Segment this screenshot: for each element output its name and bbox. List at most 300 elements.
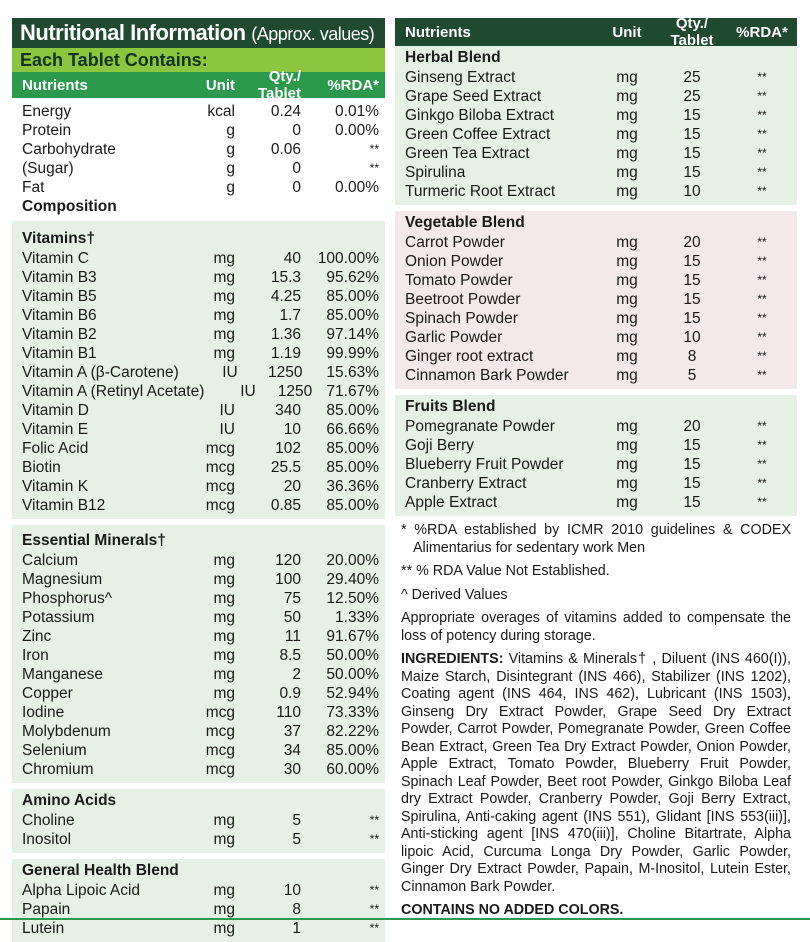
table-row (12, 881, 385, 900)
nutrient-name: Green Tea Extract (405, 145, 530, 162)
nutrient-qty: 50 (283, 609, 301, 626)
table-row (12, 439, 385, 458)
nutrient-rda: 60.00% (326, 761, 379, 778)
nutrient-unit: mg (213, 920, 235, 937)
nutrient-unit: mcg (205, 761, 235, 778)
nutrient-unit: mg (616, 291, 638, 308)
nutrient-qty: 0 (292, 179, 301, 196)
bottom-rule (0, 918, 810, 920)
table-row (12, 420, 385, 439)
nutrient-qty: 8 (687, 348, 697, 365)
nutrient-unit: g (226, 160, 235, 177)
nutrient-rda: 100.00% (317, 250, 379, 267)
nutrient-qty: 15 (683, 145, 701, 162)
nutrient-qty: 37 (283, 723, 301, 740)
table-row (12, 140, 385, 159)
vitamins-label: Vitamins† (22, 230, 95, 247)
nutrient-unit: mg (213, 882, 235, 899)
ghb-rows (12, 881, 385, 938)
nutrient-qty: 15 (683, 272, 701, 289)
nutrient-unit: mg (616, 164, 638, 181)
table-row (12, 811, 385, 830)
nutrient-qty: 40 (283, 250, 301, 267)
nutrient-qty: 0 (292, 122, 301, 139)
nutrient-unit: mg (213, 326, 235, 343)
table-row (12, 570, 385, 589)
table-row (12, 760, 385, 779)
nutrient-name: Fat (22, 179, 45, 196)
nutrient-qty: 8 (292, 901, 301, 918)
nutrient-rda: ** (757, 368, 767, 382)
nutrient-unit: mg (616, 107, 638, 124)
nutrient-rda: 82.22% (326, 723, 379, 740)
nutrient-qty: 110 (276, 704, 301, 721)
nutrient-qty: 4.25 (270, 288, 301, 305)
veg-rows (395, 233, 797, 385)
nutrient-qty: 15 (683, 456, 701, 473)
nutrient-unit: mcg (205, 704, 235, 721)
nutrient-rda: ** (757, 349, 767, 363)
nutrient-name: Lutein (22, 920, 65, 937)
nutrient-name: Grape Seed Extract (405, 88, 542, 105)
nutrient-rda: ** (757, 438, 767, 452)
nutrient-rda: 15.63% (326, 364, 379, 381)
derived-values-note: ^ Derived Values (401, 586, 508, 603)
nutrient-qty: 0.85 (270, 497, 301, 514)
header-unit: Unit (612, 23, 642, 41)
table-row (395, 106, 797, 125)
nutrient-rda: ** (369, 902, 379, 916)
table-row (395, 328, 797, 347)
nutrient-unit: IU (240, 383, 256, 400)
table-row (395, 347, 797, 366)
nutrient-qty: 10 (283, 421, 301, 438)
nutrient-qty: 5 (292, 831, 301, 848)
nutrient-qty: 15 (683, 253, 701, 270)
section-vitamins (12, 221, 385, 519)
header-qty: Qty./ Tablet (257, 68, 301, 102)
nutrient-qty: 15 (683, 475, 701, 492)
nutrient-unit: mg (616, 437, 638, 454)
table-row (395, 309, 797, 328)
vitamin-rows (12, 249, 385, 515)
herbal-label: Herbal Blend (405, 49, 501, 66)
nutrient-rda: ** (757, 476, 767, 490)
nutrient-rda: 1.33% (335, 609, 379, 626)
nutrient-unit: mg (616, 234, 638, 251)
nutrient-qty: 10 (283, 882, 301, 899)
nutrient-name: Vitamin B2 (22, 326, 97, 343)
nutrient-name: Ginger root extract (405, 348, 534, 365)
title-sub: (Approx. values) (251, 24, 375, 44)
nutrient-qty: 15 (683, 107, 701, 124)
nutrient-unit: mg (213, 552, 235, 569)
nutrient-rda: ** (757, 108, 767, 122)
nutrient-unit: mg (213, 609, 235, 626)
nutrient-name: Magnesium (22, 571, 103, 588)
nutrient-rda: 12.50% (326, 590, 379, 607)
nutrient-name: Blueberry Fruit Powder (405, 456, 564, 473)
fruit-rows (395, 417, 797, 512)
nutrient-rda: ** (369, 883, 379, 897)
nutrient-name: Iodine (22, 704, 65, 721)
nutrient-qty: 0.06 (270, 141, 301, 158)
nutrient-unit: mg (213, 812, 235, 829)
table-row (12, 363, 385, 382)
table-row (12, 496, 385, 515)
nutrient-name: Vitamin B6 (22, 307, 97, 324)
table-row (12, 646, 385, 665)
nutrient-name: Vitamin B12 (22, 497, 106, 514)
table-row (12, 684, 385, 703)
nutrient-unit: mg (616, 88, 638, 105)
nutrient-rda: ** (369, 921, 379, 935)
nutrient-name: Spirulina (405, 164, 466, 181)
nutrient-unit: mg (213, 831, 235, 848)
nutrient-rda: ** (757, 495, 767, 509)
right-table-header (395, 15, 797, 49)
nutrient-rda: 36.36% (326, 478, 379, 495)
ingredients-label: INGREDIENTS: (401, 651, 504, 667)
nutrient-unit: IU (219, 421, 235, 438)
nutrient-unit: mcg (205, 723, 235, 740)
table-row (12, 830, 385, 849)
header-unit: Unit (205, 76, 235, 94)
nutrient-rda: ** (757, 165, 767, 179)
rda-not-established-note: ** % RDA Value Not Established. (401, 563, 610, 579)
nutrient-name: Vitamin A (Retinyl Acetate) (22, 383, 205, 400)
nutrient-qty: 1.19 (270, 345, 301, 362)
nutrient-qty: 1250 (267, 364, 303, 381)
nutrient-rda: 85.00% (326, 307, 379, 324)
nutrient-name: Cinnamon Bark Powder (405, 367, 569, 384)
nutrient-unit: mg (213, 571, 235, 588)
nutrient-unit: mg (616, 183, 638, 200)
table-row (12, 102, 385, 121)
nutrient-rda: ** (369, 832, 379, 846)
nutrient-name: Cranberry Extract (405, 475, 527, 492)
nutrient-name: Energy (22, 103, 72, 120)
nutrient-unit: mg (213, 269, 235, 286)
nutrient-unit: g (226, 141, 235, 158)
nutrient-name: Garlic Powder (405, 329, 503, 346)
header-rda: %RDA* (736, 23, 788, 41)
section-vegetable (395, 211, 797, 389)
nutrient-rda: ** (757, 457, 767, 471)
nutrient-unit: mg (616, 253, 638, 270)
nutrient-name: Molybdenum (22, 723, 111, 740)
section-ghb (12, 859, 385, 942)
nutrient-unit: mg (213, 590, 235, 607)
nutrient-qty: 0.9 (279, 685, 301, 702)
nutrient-rda: 20.00% (326, 552, 379, 569)
nutrient-qty: 2 (292, 666, 301, 683)
mineral-rows (12, 551, 385, 779)
nutrient-name: (Sugar) (22, 160, 74, 177)
nutrient-qty: 120 (275, 552, 301, 569)
table-row (12, 608, 385, 627)
table-row (395, 233, 797, 252)
left-table-header (12, 68, 385, 102)
nutrient-rda: 71.67% (326, 383, 379, 400)
ingredients-text: Vitamins & Minerals† , Diluent (INS 460(I)), Maize Starch, Disintegrant (INS 466), Stabilizer (INS 1202), Coating agent (INS 464, INS 462), Lubricant (INS 1503), Ginseng Dry Extract Powder, Grape Seed Dry Extract Powder, Carrot Powder, Pomegranate Powder, Green Coffee Bean Extract, Green Tea Dry Extract Powder, Onion Powder, Apple Extract, Tomato Powder, Blueberry Fruit Powder, Spinach Leaf Powder, Beet root Powder, Ginkgo Biloba Leaf dry Extract Powder, Cranberry Powder, Goji Berry Extract, Spirulina, Anti-caking agent (INS 551), Glidant [INS 553(iii)], Anti-sticking agent [INS 470(iii)], Choline Bitartrate, Alpha lipoic Acid, Curcuma Longa Dry Powder, Garlic Powder, Ginger Dry Extract Powder, Papain, M-Inositol, Lutein Ester, Cinnamon Bark Powder. (401, 651, 791, 895)
nutrient-qty: 25 (683, 69, 701, 86)
nutrient-unit: mg (616, 272, 638, 289)
nutrient-unit: mg (213, 307, 235, 324)
table-row (12, 325, 385, 344)
table-row (12, 458, 385, 477)
nutrient-unit: mg (213, 685, 235, 702)
table-row (12, 159, 385, 178)
nutrient-name: Goji Berry (405, 437, 474, 454)
nutrient-rda: ** (757, 184, 767, 198)
header-nutrients: Nutrients (405, 23, 471, 41)
nutrient-rda: ** (369, 161, 379, 175)
nutrient-rda: 91.67% (326, 628, 379, 645)
table-row (12, 741, 385, 760)
nutrient-qty: 15 (683, 126, 701, 143)
table-row (395, 455, 797, 474)
nutrient-qty: 1.36 (270, 326, 301, 343)
nutrient-name: Potassium (22, 609, 95, 626)
nutrient-qty: 15.3 (270, 269, 301, 286)
nutrient-qty: 1 (292, 920, 301, 937)
table-row (12, 551, 385, 570)
nutrient-qty: 102 (275, 440, 301, 457)
nutrient-rda: ** (757, 70, 767, 84)
nutrient-name: Turmeric Root Extract (405, 183, 556, 200)
nutrient-name: Apple Extract (405, 494, 498, 511)
table-row (12, 287, 385, 306)
table-row (12, 703, 385, 722)
nutrient-name: Pomegranate Powder (405, 418, 555, 435)
ingredients-paragraph (401, 651, 791, 896)
veg-label: Vegetable Blend (405, 214, 525, 231)
table-row (12, 268, 385, 287)
nutrient-rda: 50.00% (326, 666, 379, 683)
nutrient-unit: mg (616, 475, 638, 492)
nutrient-rda: 52.94% (326, 685, 379, 702)
nutrient-rda: ** (757, 146, 767, 160)
nutrient-rda: 99.99% (326, 345, 379, 362)
nutrient-name: Tomato Powder (405, 272, 513, 289)
nutrient-name: Copper (22, 685, 73, 702)
nutrient-rda: ** (757, 273, 767, 287)
nutrient-name: Selenium (22, 742, 87, 759)
header-qty: Qty./ Tablet (670, 15, 714, 49)
section-herbal (395, 46, 797, 205)
nutrient-unit: mg (616, 69, 638, 86)
nutrient-qty: 15 (683, 164, 701, 181)
nutrient-unit: mcg (205, 440, 235, 457)
panel-title (12, 18, 385, 48)
table-row (12, 627, 385, 646)
nutrient-rda: 85.00% (326, 440, 379, 457)
nutrient-rda: 66.66% (326, 421, 379, 438)
table-row (12, 919, 385, 938)
nutrient-rda: 50.00% (326, 647, 379, 664)
nutrient-qty: 15 (683, 310, 701, 327)
nutrient-rda: 73.33% (326, 704, 379, 721)
header-rda: %RDA* (327, 76, 379, 94)
no-added-colors: CONTAINS NO ADDED COLORS. (401, 902, 624, 918)
nutrient-name: Papain (22, 901, 71, 918)
nutrient-name: Vitamin K (22, 478, 89, 495)
nutrient-name: Inositol (22, 831, 72, 848)
nutrient-name: Vitamin D (22, 402, 89, 419)
nutrient-qty: 25.5 (270, 459, 301, 476)
nutrient-unit: g (226, 179, 235, 196)
fruit-label: Fruits Blend (405, 398, 496, 415)
table-row (395, 366, 797, 385)
table-row (12, 477, 385, 496)
nutrient-qty: 11 (284, 628, 301, 645)
table-row (12, 900, 385, 919)
nutrient-unit: mg (213, 647, 235, 664)
table-row (12, 121, 385, 140)
nutrient-rda: ** (757, 292, 767, 306)
nutrient-unit: mg (616, 126, 638, 143)
nutrient-rda: 0.00% (335, 179, 379, 196)
nutrient-qty: 5 (292, 812, 301, 829)
nutrient-qty: 340 (275, 402, 301, 419)
composition-label: Composition (22, 198, 117, 215)
overages-note: Appropriate overages of vitamins added to compensate the loss of potency during storage. (401, 610, 791, 644)
table-row (12, 178, 385, 197)
nutrient-name: Ginkgo Biloba Extract (405, 107, 555, 124)
nutrient-rda: 85.00% (326, 459, 379, 476)
nutrient-name: Green Coffee Extract (405, 126, 551, 143)
nutrient-name: Zinc (22, 628, 52, 645)
nutrient-name: Protein (22, 122, 72, 139)
nutrient-unit: mg (616, 310, 638, 327)
table-row (395, 144, 797, 163)
nutrient-qty: 0.24 (270, 103, 301, 120)
nutrient-unit: kcal (207, 103, 235, 120)
nutrient-qty: 1250 (277, 383, 313, 400)
nutrient-unit: mg (616, 494, 638, 511)
nutrient-unit: mg (213, 250, 235, 267)
nutrient-rda: ** (757, 330, 767, 344)
nutrient-unit: mg (213, 628, 235, 645)
nutrient-name: Calcium (22, 552, 78, 569)
nutrient-name: Alpha Lipoic Acid (22, 882, 141, 899)
minerals-label: Essential Minerals† (22, 532, 166, 549)
nutrient-unit: mcg (205, 742, 235, 759)
basic-rows (12, 102, 385, 197)
nutrient-qty: 100 (275, 571, 301, 588)
table-row (12, 344, 385, 363)
nutrient-name: Phosphorus^ (22, 590, 112, 607)
nutrient-qty: 34 (283, 742, 301, 759)
nutrient-unit: mcg (205, 478, 235, 495)
nutrient-name: Manganese (22, 666, 104, 683)
nutrient-name: Chromium (22, 761, 94, 778)
nutrient-rda: ** (369, 142, 379, 156)
nutrient-name: Vitamin E (22, 421, 89, 438)
nutrient-unit: IU (219, 402, 235, 419)
nutrient-rda: 0.00% (335, 122, 379, 139)
amino-rows (12, 811, 385, 849)
nutrient-name: Vitamin B5 (22, 288, 97, 305)
section-fruits (395, 395, 797, 516)
nutrient-name: Carrot Powder (405, 234, 505, 251)
table-row (12, 249, 385, 268)
nutrient-unit: g (226, 122, 235, 139)
table-row (395, 493, 797, 512)
header-nutrients: Nutrients (22, 76, 88, 94)
nutrient-unit: mg (616, 348, 638, 365)
table-row (12, 665, 385, 684)
nutrient-name: Biotin (22, 459, 61, 476)
amino-label: Amino Acids (22, 792, 117, 809)
ghb-label: General Health Blend (22, 862, 179, 879)
nutrient-qty: 15 (683, 437, 701, 454)
nutrient-qty: 15 (683, 494, 701, 511)
nutrient-rda: ** (757, 235, 767, 249)
nutrient-name: Vitamin B3 (22, 269, 97, 286)
nutrient-unit: mg (213, 666, 235, 683)
nutrient-name: Spinach Powder (405, 310, 518, 327)
nutrient-rda: 95.62% (326, 269, 379, 286)
nutrient-qty: 1.7 (279, 307, 301, 324)
nutrient-qty: 15 (683, 291, 701, 308)
nutrient-unit: IU (222, 364, 238, 381)
table-row (12, 306, 385, 325)
table-row (395, 436, 797, 455)
nutrient-unit: mg (616, 418, 638, 435)
nutrient-name: Carbohydrate (22, 141, 116, 158)
table-row (395, 474, 797, 493)
nutrient-name: Iron (22, 647, 49, 664)
nutrient-rda: ** (757, 89, 767, 103)
nutrient-name: Ginseng Extract (405, 69, 516, 86)
nutrient-name: Beetroot Powder (405, 291, 521, 308)
nutrient-rda: 85.00% (326, 288, 379, 305)
nutrient-rda: 85.00% (326, 497, 379, 514)
section-amino (12, 789, 385, 853)
nutrient-qty: 0 (292, 160, 301, 177)
nutrient-rda: 85.00% (326, 402, 379, 419)
nutrient-qty: 10 (683, 183, 701, 200)
nutrient-qty: 8.5 (279, 647, 301, 664)
section-basic (12, 98, 385, 221)
nutrient-unit: mg (616, 456, 638, 473)
table-row (395, 252, 797, 271)
table-row (395, 290, 797, 309)
notes-block (395, 516, 797, 920)
nutrient-qty: 20 (283, 478, 301, 495)
nutrient-unit: mg (213, 345, 235, 362)
nutrient-unit: mg (616, 329, 638, 346)
right-panel (395, 15, 797, 926)
nutrient-name: Vitamin B1 (22, 345, 97, 362)
nutrient-qty: 20 (683, 418, 701, 435)
nutrient-rda: 97.14% (326, 326, 379, 343)
nutrient-name: Choline (22, 812, 75, 829)
nutrient-unit: mg (616, 145, 638, 162)
left-panel (12, 18, 385, 942)
nutrient-rda: ** (757, 254, 767, 268)
nutrient-unit: mcg (205, 459, 235, 476)
table-row (12, 722, 385, 741)
nutrient-name: Vitamin C (22, 250, 89, 267)
table-row (12, 401, 385, 420)
nutrient-rda: 0.01% (335, 103, 379, 120)
table-row (12, 382, 385, 401)
nutrient-name: Folic Acid (22, 440, 89, 457)
table-row (395, 125, 797, 144)
